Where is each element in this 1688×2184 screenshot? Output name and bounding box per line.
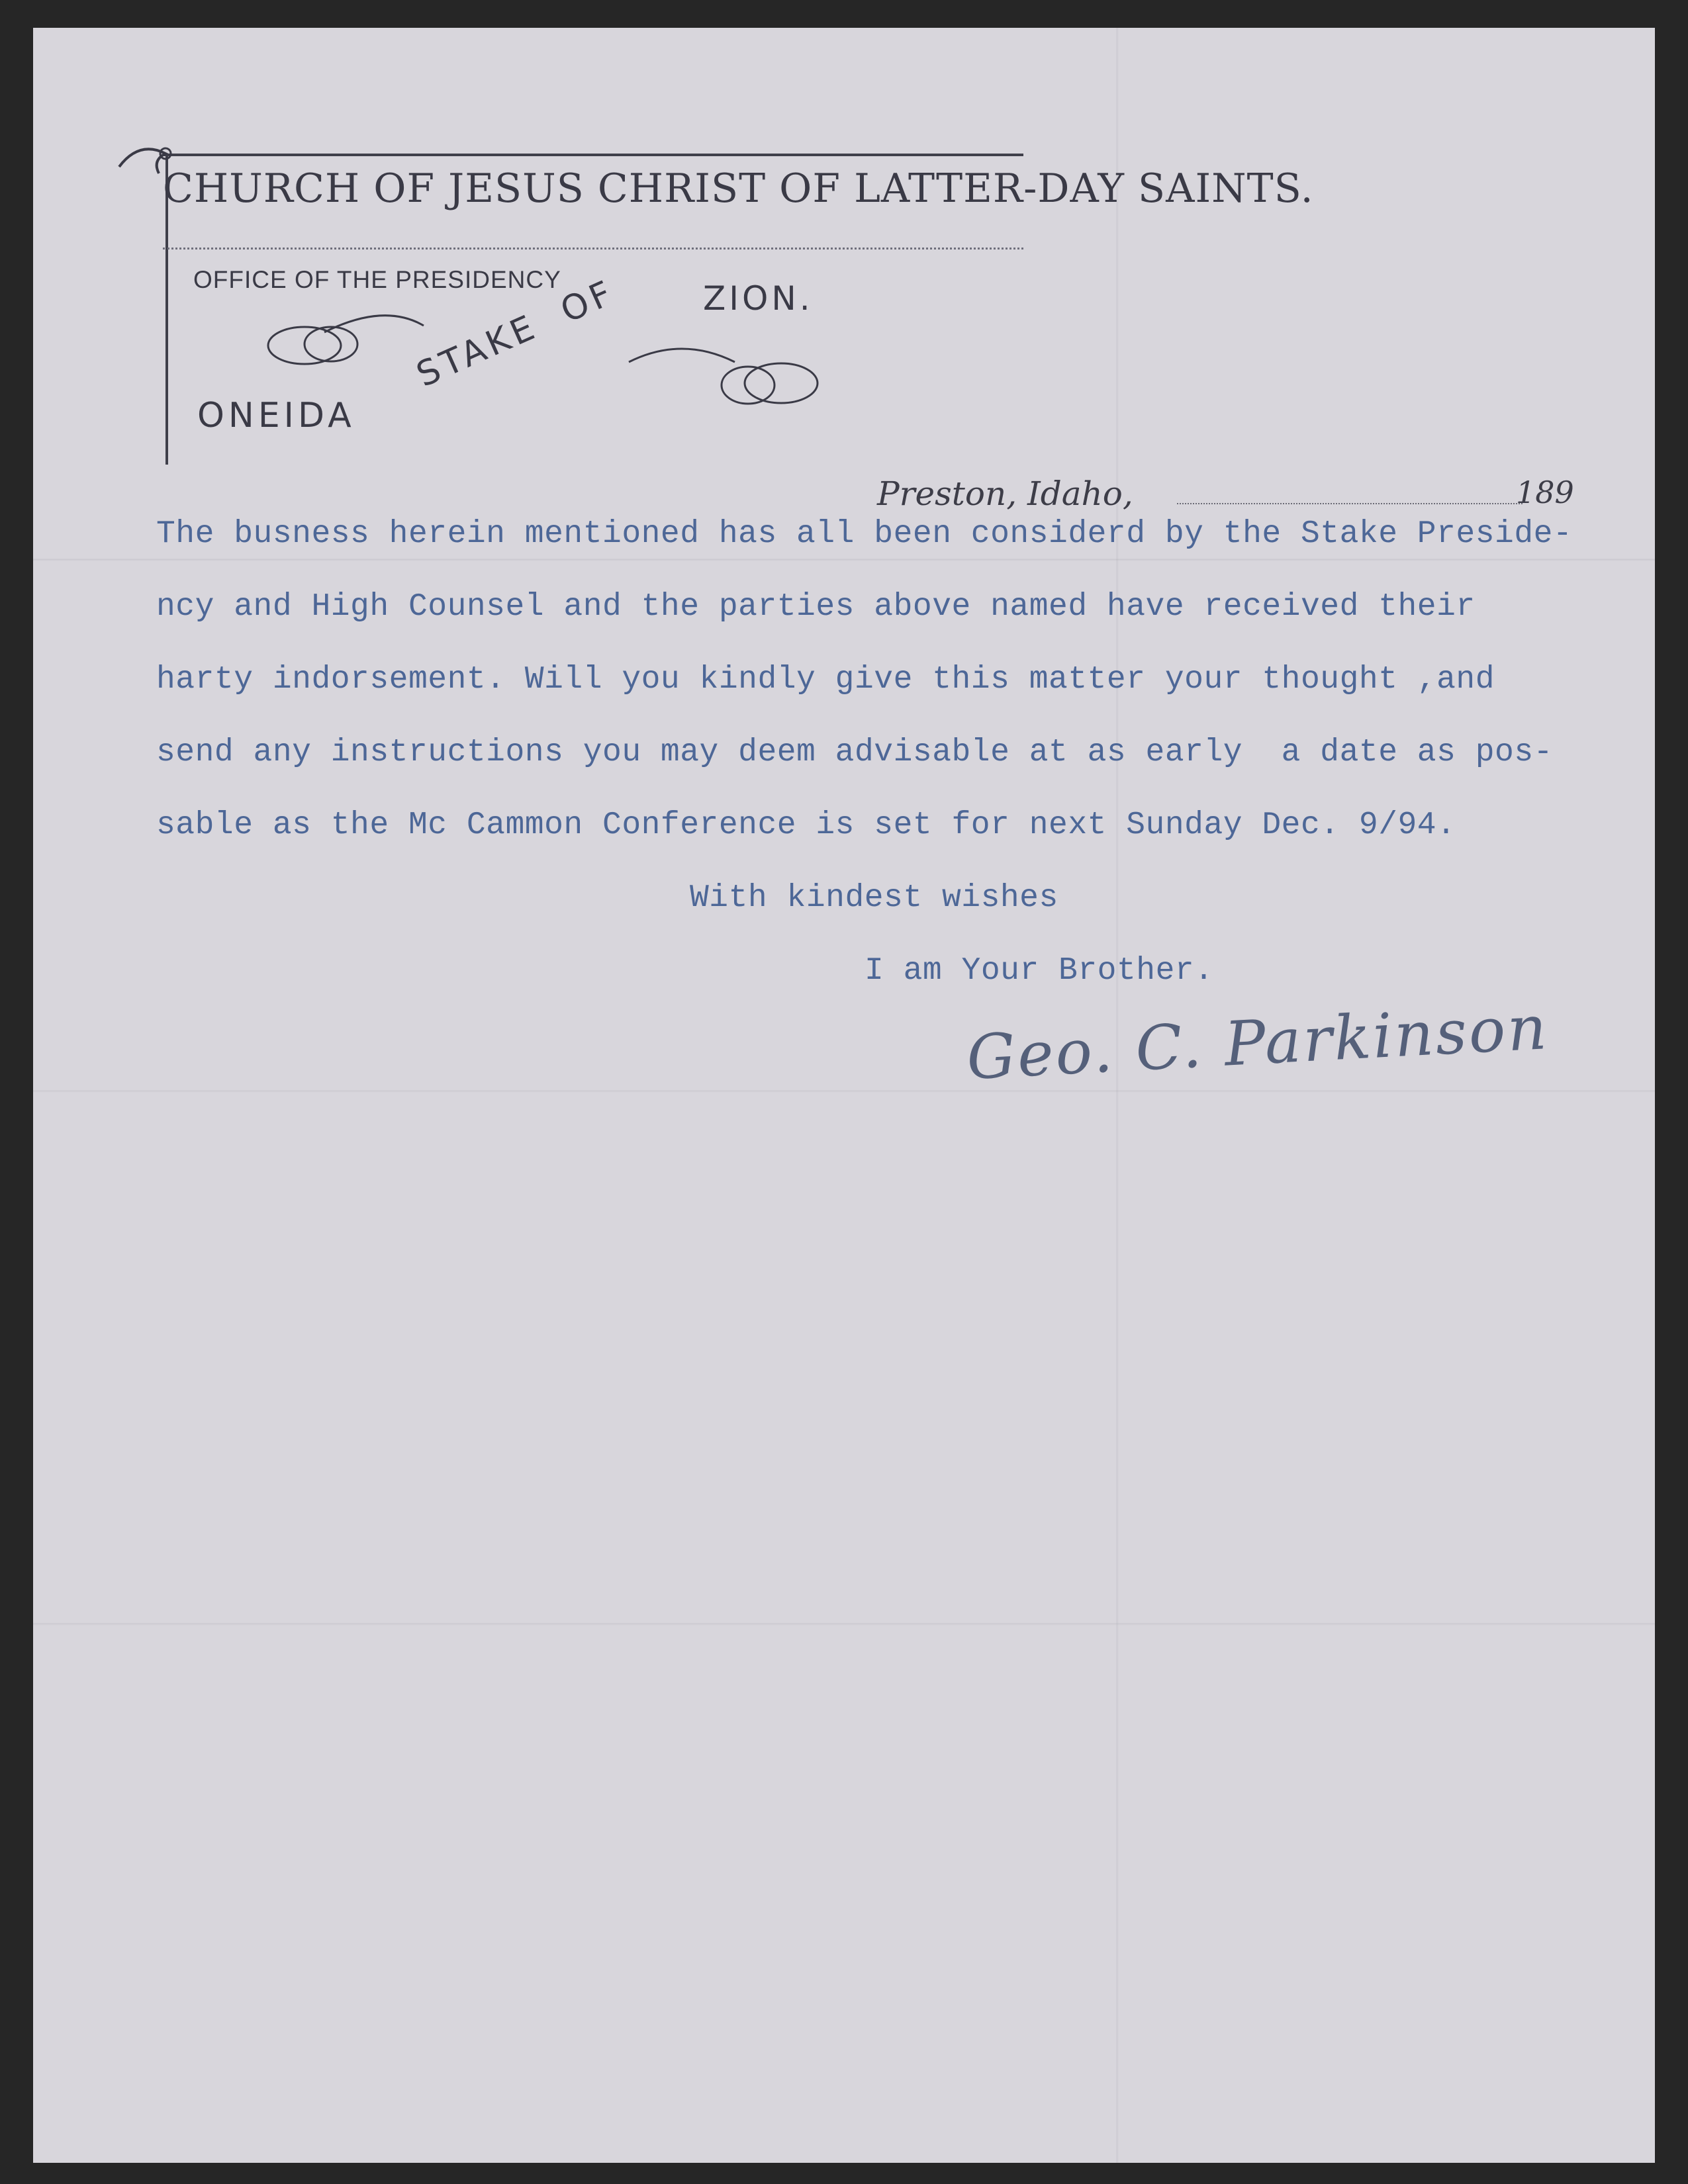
body-line-2: ncy and High Counsel and the parties above named have received their: [156, 589, 1476, 625]
letterhead-divider: [163, 248, 1023, 250]
body-line-5: sable as the Mc Cammon Conference is set for next Sunday Dec. 9/94.: [156, 807, 1456, 843]
letter-page: [33, 28, 1655, 2163]
stake-name-zion: ZION.: [703, 279, 814, 318]
dateline-year: 189: [1516, 475, 1574, 510]
body-line-4: send any instructions you may deem advisable at as early a date as pos-: [156, 735, 1553, 770]
flourish-right-icon: [622, 342, 834, 415]
handwritten-signature: Geo. C. Parkinson: [964, 992, 1550, 1093]
stake-word: STAKE: [410, 306, 544, 395]
dateline-blank: [1177, 503, 1523, 504]
letterhead-church-name: CHURCH OF JESUS CHRIST OF LATTER-DAY SAINTS.: [163, 165, 1314, 212]
letterhead-office: OFFICE OF THE PRESIDENCY: [193, 266, 561, 293]
dateline-place: Preston, Idaho,: [877, 475, 1133, 513]
of-word: OF: [555, 272, 622, 332]
body-line-3: harty indorsement. Will you kindly give this matter your thought ,and: [156, 662, 1495, 698]
letterhead-top-rule: [163, 154, 1023, 156]
closing-wishes: With kindest wishes: [690, 880, 1058, 916]
stake-name-oneida: ONEIDA: [197, 396, 355, 435]
closing-brother: I am Your Brother.: [865, 953, 1214, 989]
body-line-1: The busness herein mentioned has all been considerd by the Stake Preside-: [156, 516, 1573, 552]
